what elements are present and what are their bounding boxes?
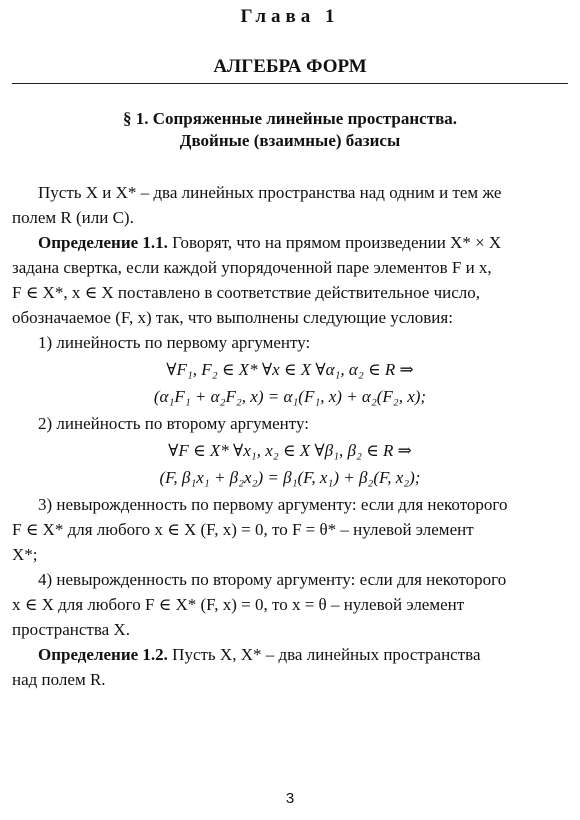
chapter-label: Глава 1 — [240, 6, 340, 27]
condition-2-formula-1: ∀F ∈ X* ∀x₁, x₂ ∈ X ∀β₁, β₂ ∈ R ⇒ — [168, 441, 412, 460]
section-title-line-1: § 1. Сопряженные линейные пространства. — [122, 109, 458, 128]
page-body — [12, 180, 568, 692]
condition-2-label: 2) линейность по второму аргументу: — [38, 414, 309, 433]
definition-1-1-line-4: обозначаемое (F, x) так, что выполнены следующие условия: — [12, 308, 453, 327]
condition-1-formula-2: (α₁F₁ + α₂F₂, x) = α₁(F₁, x) + α₂(F₂, x); — [153, 387, 427, 406]
definition-1-2-text: Пусть X, X* – два линейных пространства — [167, 645, 481, 664]
condition-1-label: 1) линейность по первому аргументу: — [38, 333, 311, 352]
definition-1-1-line-3: F ∈ X*, x ∈ X поставлено в соответствие действительное число, — [12, 283, 481, 302]
definition-1-2-label: Определение 1.2. — [38, 645, 168, 664]
section-title-line-2: Двойные (взаимные) базисы — [179, 131, 401, 150]
paragraph-intro-line-1: Пусть X и X* – два линейных пространства над одним и тем же — [38, 183, 502, 202]
condition-3-line-2: F ∈ X* для любого x ∈ X (F, x) = 0, то F = θ* – нулевой элемент — [12, 520, 474, 539]
condition-1-formula-1: ∀F₁, F₂ ∈ X* ∀x ∈ X ∀α₁, α₂ ∈ R ⇒ — [166, 360, 414, 379]
condition-4-line-2: x ∈ X для любого F ∈ X* (F, x) = 0, то x = θ – нулевой элемент — [12, 595, 465, 614]
title-divider — [12, 83, 568, 84]
definition-1-1-line-2: задана свертка, если каждой упорядоченной паре элементов F и x, — [12, 258, 492, 277]
section-title — [20, 108, 560, 152]
condition-2-formula-2: (F, β₁x₁ + β₂x₂) = β₁(F, x₁) + β₂(F, x₂); — [159, 468, 421, 487]
page-number: 3 — [285, 790, 295, 807]
condition-3-line-3: X*; — [12, 545, 38, 564]
definition-1-1-label: Определение 1.1. — [38, 233, 168, 252]
chapter-title: АЛГЕБРА ФОРМ — [213, 56, 367, 77]
definition-1-2-line-2: над полем R. — [12, 670, 106, 689]
condition-4-line-1: 4) невырожденность по второму аргументу: если для некоторого — [38, 570, 507, 589]
definition-1-1-text: Говорят, что на прямом произведении X* × X — [167, 233, 502, 252]
condition-4-line-3: пространства X. — [12, 620, 130, 639]
paragraph-intro-line-2: полем R (или C). — [12, 208, 134, 227]
definition-1-1 — [12, 230, 568, 255]
condition-3-line-1: 3) невырожденность по первому аргументу: если для некоторого — [38, 495, 508, 514]
definition-1-2 — [12, 642, 568, 667]
